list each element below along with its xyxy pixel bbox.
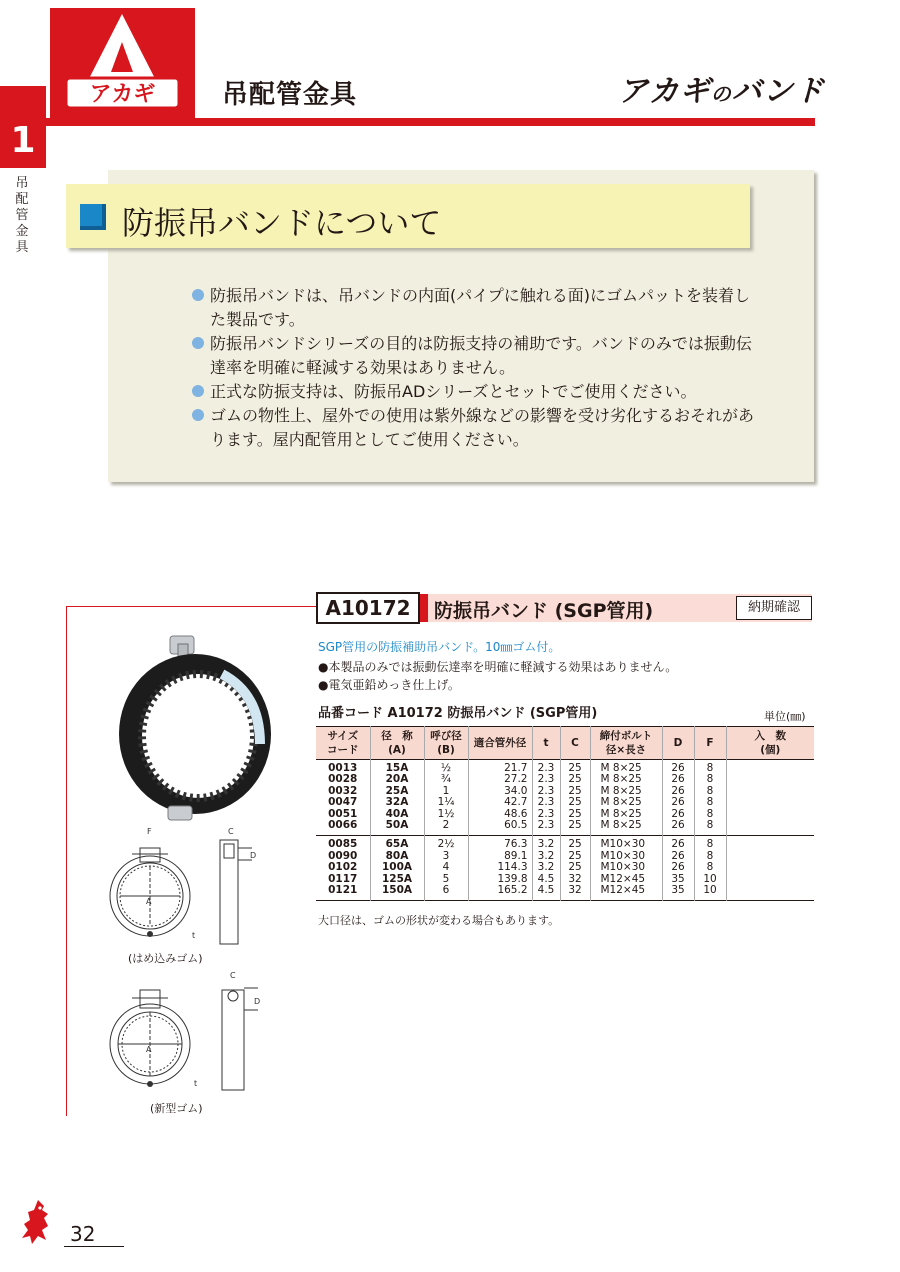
table-value: 8 bbox=[706, 819, 714, 832]
table-header-cell: C bbox=[560, 727, 590, 760]
table-value: 25 bbox=[568, 838, 582, 851]
table-cell-bolt bbox=[590, 760, 662, 836]
table-value: 4.5 bbox=[537, 872, 555, 885]
table-value: 25 bbox=[568, 849, 582, 862]
table-value: ½ bbox=[440, 762, 452, 774]
table-value: 3.2 bbox=[537, 849, 555, 862]
table-value: M10×30 bbox=[600, 849, 646, 862]
product-frame-left bbox=[66, 606, 67, 1116]
table-value: 150A bbox=[381, 884, 413, 897]
table-value: 5 bbox=[442, 872, 450, 885]
table-value: 26 bbox=[671, 861, 685, 874]
table-cell-b bbox=[424, 760, 468, 836]
table-value: 2.3 bbox=[537, 796, 555, 809]
chapter-vertical-label: 吊配管金具 bbox=[15, 176, 29, 255]
table-value: 25 bbox=[568, 773, 582, 786]
table-cell-a bbox=[370, 836, 424, 901]
table-value: M 8×25 bbox=[600, 819, 642, 832]
table-value: 0047 bbox=[328, 796, 358, 809]
table-value: 0121 bbox=[328, 884, 358, 897]
table-value: 25 bbox=[568, 796, 582, 809]
table-cell-c bbox=[560, 836, 590, 901]
table-value: 34.0 bbox=[504, 784, 528, 797]
table-value: M 8×25 bbox=[600, 796, 642, 809]
table-value: 4 bbox=[442, 861, 450, 874]
table-value: 42.7 bbox=[504, 796, 528, 809]
table-value: 0085 bbox=[328, 838, 358, 851]
table-value: 8 bbox=[706, 849, 714, 862]
footer-rule bbox=[64, 1246, 124, 1247]
table-header-cell: 締付ボルト 径×長さ bbox=[590, 727, 662, 760]
page-number: 32 bbox=[70, 1222, 96, 1246]
table-value: 60.5 bbox=[504, 819, 528, 832]
table-value: 8 bbox=[706, 773, 714, 786]
product-code: A10172 bbox=[316, 592, 420, 624]
logo-text: アカギ bbox=[89, 82, 156, 107]
svg-text:A: A bbox=[146, 1045, 152, 1054]
table-value: 26 bbox=[671, 762, 685, 774]
table-value: 0032 bbox=[328, 784, 358, 797]
table-value: 2.3 bbox=[537, 762, 555, 774]
table-value: 3.2 bbox=[537, 861, 555, 874]
info-bullet: 防振吊バンドは、吊バンドの内面(パイプに触れる面)にゴムパットを装着した製品です。 bbox=[192, 284, 762, 332]
info-bullet: 防振吊バンドシリーズの目的は防振支持の補助です。バンドのみでは振動伝達率を明確に軽減する効果はありません。 bbox=[192, 332, 762, 380]
table-value: 76.3 bbox=[504, 838, 528, 851]
table-value: 2 bbox=[442, 819, 450, 832]
product-note-1: ●本製品のみでは振動伝達率を明確に軽減する効果はありません。 bbox=[318, 660, 678, 674]
table-value: ¾ bbox=[440, 773, 452, 786]
drawing-caption-2: (新型ゴム) bbox=[150, 1102, 203, 1115]
table-header-cell: t bbox=[532, 727, 560, 760]
table-header-cell: 入 数 (個) bbox=[726, 727, 814, 760]
table-value: M 8×25 bbox=[600, 784, 642, 797]
table-value: 8 bbox=[706, 796, 714, 809]
svg-text:C: C bbox=[230, 971, 236, 980]
table-value: 26 bbox=[671, 849, 685, 862]
table-value: 6 bbox=[442, 884, 450, 897]
chapter-number: 1 bbox=[10, 120, 36, 161]
table-value: M 8×25 bbox=[600, 773, 642, 786]
table-value: M12×45 bbox=[600, 884, 646, 897]
table-value: 32A bbox=[385, 796, 409, 809]
table-value: 35 bbox=[671, 884, 685, 897]
table-value: 2.3 bbox=[537, 784, 555, 797]
table-value: 25 bbox=[568, 861, 582, 874]
akagi-logo bbox=[50, 8, 195, 120]
delivery-confirm-badge: 納期確認 bbox=[736, 596, 812, 620]
table-row-group bbox=[316, 760, 814, 836]
table-value: 3 bbox=[442, 849, 450, 862]
table-cell-code bbox=[316, 836, 370, 901]
table-value: 21.7 bbox=[504, 762, 528, 774]
table-header-cell: 適合管外径 bbox=[468, 727, 532, 760]
svg-text:F: F bbox=[147, 827, 152, 836]
table-value: 2.3 bbox=[537, 807, 555, 820]
table-value: M12×45 bbox=[600, 872, 646, 885]
table-cell-od bbox=[468, 760, 532, 836]
table-value: 139.8 bbox=[497, 872, 528, 885]
table-value: 50A bbox=[385, 819, 409, 832]
table-cell-bolt bbox=[590, 836, 662, 901]
table-cell-f bbox=[694, 836, 726, 901]
table-value: 8 bbox=[706, 861, 714, 874]
table-value: 25 bbox=[568, 807, 582, 820]
table-value: M10×30 bbox=[600, 838, 646, 851]
table-value: 0117 bbox=[328, 872, 358, 885]
info-bullet: 正式な防振支持は、防振吊ADシリーズとセットでご使用ください。 bbox=[192, 380, 762, 404]
svg-text:C: C bbox=[228, 827, 234, 836]
brand-main: アカギ bbox=[618, 74, 711, 109]
brand-no: の bbox=[710, 82, 732, 106]
drawing-caption-1: (はめ込みゴム) bbox=[128, 952, 203, 965]
table-value: 0066 bbox=[328, 819, 358, 832]
table-footnote: 大口径は、ゴムの形状が変わる場合もあります。 bbox=[318, 914, 560, 927]
table-header-cell: F bbox=[694, 727, 726, 760]
brand-name bbox=[618, 66, 825, 110]
table-header-row bbox=[316, 727, 814, 760]
table-title: 品番コード A10172 防振吊バンド (SGP管用) bbox=[318, 706, 598, 721]
table-value: 0102 bbox=[328, 861, 358, 874]
table-value: M 8×25 bbox=[600, 807, 642, 820]
info-bullets bbox=[192, 284, 762, 452]
table-value: 26 bbox=[671, 796, 685, 809]
table-value: 35 bbox=[671, 872, 685, 885]
table-cell-c bbox=[560, 760, 590, 836]
table-value: 15A bbox=[385, 762, 409, 774]
table-value: 25 bbox=[568, 819, 582, 832]
table-cell-f bbox=[694, 760, 726, 836]
table-value: 2.3 bbox=[537, 773, 555, 786]
table-value: 10 bbox=[703, 884, 717, 897]
table-header-cell: 呼び径 (B) bbox=[424, 727, 468, 760]
table-value: 1 bbox=[442, 784, 450, 797]
table-value: 2.3 bbox=[537, 819, 555, 832]
brand-suffix: バンド bbox=[731, 74, 825, 109]
table-value: 100A bbox=[381, 861, 413, 874]
product-name-accent bbox=[420, 594, 428, 622]
table-value: 10 bbox=[703, 872, 717, 885]
table-value: 26 bbox=[671, 784, 685, 797]
table-value: 1½ bbox=[437, 807, 455, 820]
svg-text:D: D bbox=[250, 851, 257, 860]
table-value: 0013 bbox=[328, 762, 358, 774]
table-value: 89.1 bbox=[504, 849, 528, 862]
table-header-cell: D bbox=[662, 727, 694, 760]
product-frame-top bbox=[66, 606, 316, 607]
unit-label: 単位(㎜) bbox=[764, 710, 806, 723]
table-value: 25A bbox=[385, 784, 409, 797]
table-row-group bbox=[316, 836, 814, 901]
table-cell-d bbox=[662, 760, 694, 836]
table-value: 26 bbox=[671, 838, 685, 851]
table-value: 114.3 bbox=[497, 861, 528, 874]
table-value: 0090 bbox=[328, 849, 358, 862]
table-value: 32 bbox=[568, 884, 582, 897]
svg-text:t: t bbox=[192, 931, 196, 940]
table-value: 3.2 bbox=[537, 838, 555, 851]
table-value: 25 bbox=[568, 784, 582, 797]
table-value: 48.6 bbox=[504, 807, 528, 820]
table-cell-quantity bbox=[726, 836, 814, 901]
product-description: SGP管用の防振補助吊バンド。10㎜ゴム付。 bbox=[318, 640, 561, 654]
product-photo bbox=[110, 634, 280, 824]
table-value: 8 bbox=[706, 784, 714, 797]
table-header-cell: サイズ コード bbox=[316, 727, 370, 760]
table-value: 1¼ bbox=[437, 796, 455, 809]
table-cell-a bbox=[370, 760, 424, 836]
table-value: 40A bbox=[385, 807, 409, 820]
table-value: 80A bbox=[385, 849, 409, 862]
info-title: 防振吊バンドについて bbox=[122, 204, 442, 242]
table-cell-code bbox=[316, 760, 370, 836]
svg-text:t: t bbox=[194, 1079, 198, 1088]
table-value: 26 bbox=[671, 819, 685, 832]
spec-table bbox=[316, 726, 814, 901]
table-cell-t bbox=[532, 760, 560, 836]
dimension-drawing-1 bbox=[92, 826, 272, 950]
table-value: 8 bbox=[706, 838, 714, 851]
table-value: 32 bbox=[568, 872, 582, 885]
table-value: M 8×25 bbox=[600, 762, 642, 774]
page-title: 吊配管金具 bbox=[222, 80, 358, 110]
table-cell-quantity bbox=[726, 760, 814, 836]
table-cell-od bbox=[468, 836, 532, 901]
table-body bbox=[316, 760, 814, 901]
table-cell-t bbox=[532, 836, 560, 901]
table-header-cell: 径 称 (A) bbox=[370, 727, 424, 760]
svg-text:A: A bbox=[146, 897, 152, 906]
table-value: 0028 bbox=[328, 773, 358, 786]
info-bullet: ゴムの物性上、屋外での使用は紫外線などの影響を受け劣化するおそれがあります。屋内配管用としてご使用ください。 bbox=[192, 404, 762, 452]
table-value: 20A bbox=[385, 773, 409, 786]
table-value: 165.2 bbox=[497, 884, 528, 897]
table-value: 8 bbox=[706, 762, 714, 774]
product-note-2: ●電気亜鉛めっき仕上げ。 bbox=[318, 678, 460, 692]
table-value: 26 bbox=[671, 807, 685, 820]
table-value: 26 bbox=[671, 773, 685, 786]
table-value: 4.5 bbox=[537, 884, 555, 897]
square-bullet-icon bbox=[80, 204, 106, 230]
table-value: 25 bbox=[568, 762, 582, 774]
table-cell-d bbox=[662, 836, 694, 901]
dimension-drawing-2 bbox=[92, 968, 272, 1098]
svg-text:D: D bbox=[254, 997, 261, 1006]
table-value: 0051 bbox=[328, 807, 358, 820]
product-name: 防振吊バンド (SGP管用) bbox=[434, 600, 654, 622]
table-value: 125A bbox=[381, 872, 413, 885]
dragon-mascot-icon bbox=[18, 1196, 58, 1248]
table-value: M10×30 bbox=[600, 861, 646, 874]
table-value: 65A bbox=[385, 838, 409, 851]
table-value: 8 bbox=[706, 807, 714, 820]
table-value: 2½ bbox=[437, 838, 455, 851]
table-cell-b bbox=[424, 836, 468, 901]
table-value: 27.2 bbox=[504, 773, 528, 786]
